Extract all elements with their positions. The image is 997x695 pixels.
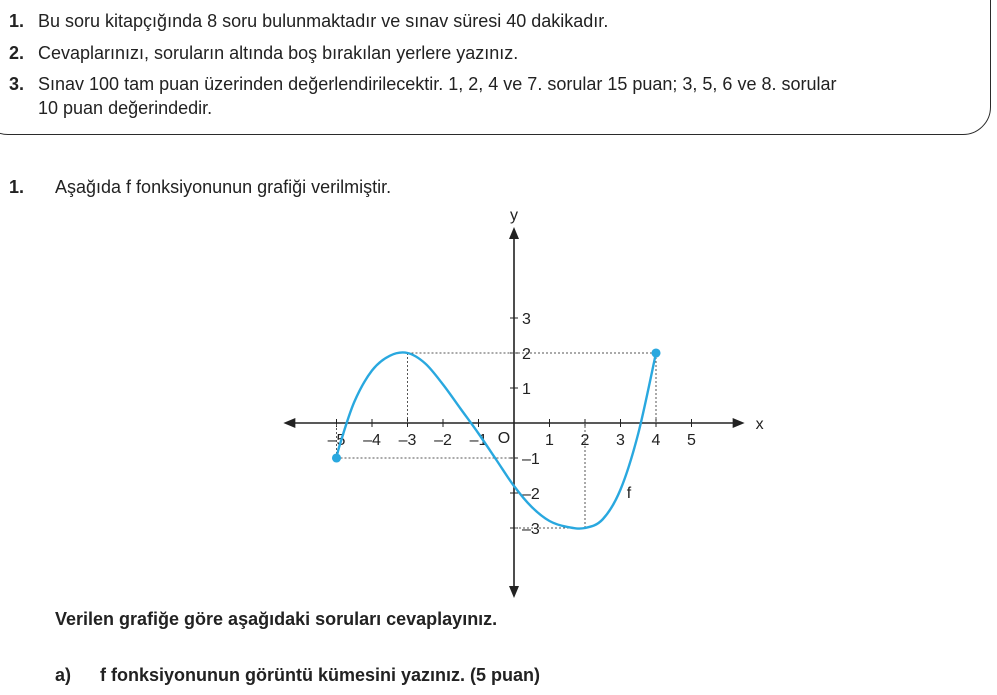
- x-axis-arrow-right: [733, 418, 745, 428]
- y-axis-arrow-down: [509, 586, 519, 598]
- y-tick-label-3: –1: [522, 451, 540, 468]
- curve-endpoint-0: [333, 454, 341, 462]
- question-instruction: Verilen grafiğe göre aşağıdaki soruları cevaplayınız.: [55, 609, 498, 629]
- instruction-2-number: 2.: [9, 43, 25, 63]
- curve-label: f: [626, 485, 632, 502]
- x-tick-label-6: 2: [580, 432, 590, 449]
- part-a-text: f fonksiyonunun görüntü kümesini yazınız. (5 puan): [100, 665, 541, 685]
- question-1-text: Aşağıda f fonksiyonunun grafiği verilmiştir.: [55, 177, 392, 197]
- part-a-label: a): [55, 665, 72, 685]
- y-tick-label-5: –3: [522, 521, 540, 538]
- x-tick-label-7: 3: [616, 432, 625, 449]
- x-tick-label-5: 1: [545, 432, 554, 449]
- y-tick-label-1: 2: [522, 346, 531, 363]
- x-tick-label-3: –2: [434, 432, 452, 449]
- origin-label: O: [497, 430, 511, 447]
- x-tick-label-2: –3: [398, 432, 417, 449]
- instruction-3-text-line1: Sınav 100 tam puan üzerinden değerlendirilecektir. 1, 2, 4 ve 7. sorular 15 puan; 3, 5, 6 ve 8. sorular: [38, 74, 837, 94]
- y-axis-label: y: [510, 207, 518, 224]
- x-tick-label-1: –4: [363, 432, 381, 449]
- x-axis-label: x: [755, 416, 764, 433]
- x-tick-label-8: 4: [651, 432, 661, 449]
- y-tick-label-0: 3: [522, 311, 531, 328]
- y-tick-label-2: 1: [522, 381, 531, 398]
- x-tick-label-9: 5: [687, 432, 696, 449]
- instruction-2-text: Cevaplarınızı, soruların altında boş bırakılan yerlere yazınız.: [38, 43, 519, 63]
- y-axis-arrow-up: [509, 227, 519, 239]
- function-curve: [337, 352, 657, 528]
- curve-endpoint-1: [652, 349, 660, 357]
- x-tick-label-0: –5: [327, 432, 346, 449]
- question-1-number: 1.: [9, 177, 25, 197]
- instruction-3-number: 3.: [9, 74, 25, 94]
- instruction-3-text-line2: 10 puan değerindedir.: [38, 98, 213, 118]
- y-tick-label-4: –2: [522, 486, 540, 503]
- x-tick-label-4: –1: [469, 432, 488, 449]
- x-axis-arrow-left: [283, 418, 295, 428]
- instruction-1-text: Bu soru kitapçığında 8 soru bulunmaktadır ve sınav süresi 40 dakikadır.: [38, 11, 609, 31]
- instruction-1-number: 1.: [9, 11, 25, 31]
